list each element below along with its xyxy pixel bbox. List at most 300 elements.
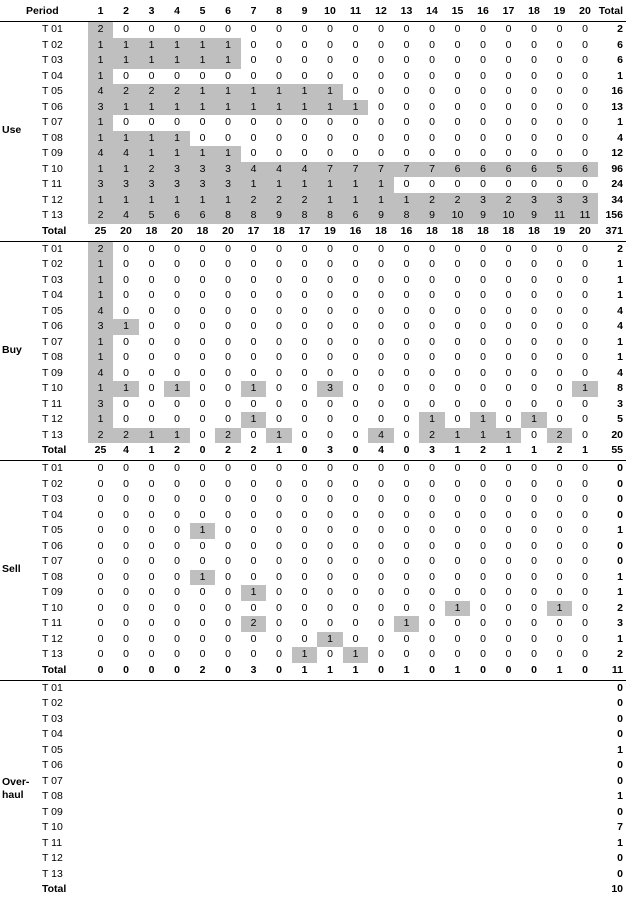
value-cell: 0 xyxy=(301,273,308,286)
value-cell: 1 xyxy=(174,147,180,159)
value-cell: 2 xyxy=(148,162,155,175)
value-cell: 0 xyxy=(378,617,384,629)
value-cell: 0 xyxy=(505,289,512,301)
value-cell: 0 xyxy=(327,539,333,552)
value-cell: 0 xyxy=(148,524,155,536)
value-cell: 0 xyxy=(148,273,155,286)
value-cell: 0 xyxy=(225,273,231,286)
value-cell: 0 xyxy=(582,493,588,505)
value-cell: 0 xyxy=(327,131,333,144)
value-cell: 0 xyxy=(531,524,537,536)
value-cell: 0 xyxy=(378,38,384,51)
row-total: 1 xyxy=(617,743,623,756)
row-total: 0 xyxy=(617,852,623,864)
value-cell: 2 xyxy=(97,209,104,221)
value-cell: 0 xyxy=(97,632,104,645)
value-cell: 0 xyxy=(276,23,282,35)
value-cell: 0 xyxy=(429,242,435,255)
value-cell: 1 xyxy=(97,382,104,394)
value-cell: 0 xyxy=(148,69,155,82)
value-cell: 1 xyxy=(123,320,129,332)
column-total: 2 xyxy=(225,444,231,456)
value-cell: 0 xyxy=(301,366,308,379)
value-cell: 0 xyxy=(505,258,512,270)
value-cell: 1 xyxy=(352,648,359,660)
value-cell: 0 xyxy=(199,304,206,317)
value-cell: 0 xyxy=(123,617,129,629)
row-label: T 01 xyxy=(42,23,63,35)
value-cell: 0 xyxy=(327,366,333,379)
value-cell: 0 xyxy=(531,555,537,567)
value-cell: 0 xyxy=(174,413,180,425)
value-cell: 7 xyxy=(378,162,384,175)
value-cell: 0 xyxy=(225,555,231,567)
value-cell: 0 xyxy=(454,397,461,410)
value-cell: 1 xyxy=(403,193,410,206)
value-cell: 0 xyxy=(505,570,512,583)
value-cell: 2 xyxy=(250,193,257,206)
column-total: 1 xyxy=(505,444,512,456)
value-cell: 0 xyxy=(480,23,486,35)
section-grand-total: 11 xyxy=(611,663,623,676)
value-cell: 0 xyxy=(531,38,537,51)
value-cell: 0 xyxy=(97,601,104,614)
value-cell: 0 xyxy=(352,413,359,425)
value-cell: 0 xyxy=(531,539,537,552)
value-cell: 1 xyxy=(276,85,282,97)
value-cell: 0 xyxy=(148,116,155,128)
value-cell: 0 xyxy=(378,586,384,598)
value-cell: 0 xyxy=(352,273,359,286)
value-cell: 0 xyxy=(454,85,461,97)
row-total: 1 xyxy=(617,524,623,536)
row-label: T 12 xyxy=(42,413,63,425)
value-cell: 0 xyxy=(454,539,461,552)
value-cell: 0 xyxy=(378,462,384,474)
value-cell: 1 xyxy=(352,193,359,206)
value-cell: 0 xyxy=(250,147,257,159)
column-total: 18 xyxy=(451,224,464,237)
value-cell: 0 xyxy=(454,382,461,394)
value-cell: 0 xyxy=(531,462,537,474)
value-cell: 0 xyxy=(429,493,435,505)
value-cell: 0 xyxy=(582,539,588,552)
value-cell: 1 xyxy=(123,38,129,51)
value-cell: 0 xyxy=(454,555,461,567)
column-total: 18 xyxy=(426,224,438,237)
value-cell: 0 xyxy=(225,304,231,317)
value-cell: 0 xyxy=(174,69,180,82)
row-label: T 04 xyxy=(42,508,63,521)
column-total: 20 xyxy=(120,224,132,237)
row-label: T 09 xyxy=(42,366,63,379)
value-cell: 0 xyxy=(403,351,410,363)
value-cell: 0 xyxy=(556,116,563,128)
value-cell: 0 xyxy=(582,335,588,348)
value-cell: 0 xyxy=(148,555,155,567)
value-cell: 1 xyxy=(174,100,180,113)
section-divider xyxy=(0,680,626,681)
value-cell: 0 xyxy=(97,586,104,598)
value-cell: 0 xyxy=(301,555,308,567)
value-cell: 0 xyxy=(301,258,308,270)
value-cell: 0 xyxy=(556,258,563,270)
row-total: 2 xyxy=(617,601,623,614)
value-cell: 0 xyxy=(352,242,359,255)
value-cell: 0 xyxy=(378,23,384,35)
value-cell: 0 xyxy=(225,335,231,348)
value-cell: 0 xyxy=(199,289,206,301)
value-cell: 6 xyxy=(505,162,512,175)
value-cell: 0 xyxy=(199,493,206,505)
column-total: 17 xyxy=(298,224,311,237)
value-cell: 1 xyxy=(199,85,206,97)
value-cell: 0 xyxy=(276,116,282,128)
value-cell: 0 xyxy=(454,69,461,82)
column-total: 0 xyxy=(378,663,384,676)
value-cell: 0 xyxy=(403,477,410,490)
value-cell: 0 xyxy=(352,555,359,567)
value-cell: 0 xyxy=(327,570,333,583)
period-number: 6 xyxy=(225,5,231,17)
value-cell: 0 xyxy=(276,242,282,255)
value-cell: 0 xyxy=(301,335,308,348)
value-cell: 8 xyxy=(327,209,333,221)
value-cell: 0 xyxy=(199,632,206,645)
value-cell: 0 xyxy=(225,570,231,583)
value-cell: 0 xyxy=(531,23,537,35)
value-cell: 0 xyxy=(582,242,588,255)
value-cell: 0 xyxy=(301,632,308,645)
value-cell: 0 xyxy=(378,539,384,552)
value-cell: 0 xyxy=(148,413,155,425)
value-cell: 0 xyxy=(327,428,333,441)
value-cell: 0 xyxy=(582,586,588,598)
row-label: T 11 xyxy=(42,836,63,849)
value-cell: 2 xyxy=(123,428,129,441)
value-cell: 0 xyxy=(556,539,563,552)
value-cell: 1 xyxy=(123,162,129,175)
value-cell: 0 xyxy=(480,320,486,332)
column-total: 18 xyxy=(502,224,515,237)
column-total: 3 xyxy=(429,444,435,456)
value-cell: 0 xyxy=(327,38,333,51)
value-cell: 0 xyxy=(97,617,104,629)
value-cell: 0 xyxy=(454,242,461,255)
column-total: 3 xyxy=(327,444,333,456)
row-total: 96 xyxy=(611,162,623,175)
value-cell: 0 xyxy=(429,258,435,270)
value-cell: 0 xyxy=(250,462,257,474)
value-cell: 0 xyxy=(199,242,206,255)
row-label: T 13 xyxy=(42,867,63,880)
row-total: 0 xyxy=(617,697,623,709)
value-cell: 0 xyxy=(378,648,384,660)
value-cell: 0 xyxy=(505,366,512,379)
value-cell: 0 xyxy=(582,85,588,97)
value-cell: 6 xyxy=(174,209,180,221)
value-cell: 0 xyxy=(250,366,257,379)
value-cell: 0 xyxy=(276,477,282,490)
value-cell: 0 xyxy=(327,508,333,521)
value-cell: 0 xyxy=(582,54,588,66)
value-cell: 0 xyxy=(454,648,461,660)
value-cell: 0 xyxy=(301,38,308,51)
value-cell: 0 xyxy=(378,382,384,394)
value-cell: 1 xyxy=(403,617,410,629)
value-cell: 0 xyxy=(403,38,410,51)
value-cell: 1 xyxy=(250,85,257,97)
value-cell: 0 xyxy=(531,397,537,410)
value-cell: 0 xyxy=(327,258,333,270)
value-cell: 0 xyxy=(97,555,104,567)
value-cell: 0 xyxy=(301,23,308,35)
column-total: 1 xyxy=(403,663,410,676)
value-cell: 0 xyxy=(301,69,308,82)
column-total: 0 xyxy=(403,444,410,456)
period-number: 9 xyxy=(301,5,308,17)
section-total-label: Total xyxy=(42,224,67,237)
value-cell: 0 xyxy=(174,289,180,301)
value-cell: 1 xyxy=(148,193,155,206)
row-total: 8 xyxy=(617,382,623,394)
value-cell: 0 xyxy=(454,335,461,348)
value-cell: 0 xyxy=(505,131,512,144)
value-cell: 0 xyxy=(327,320,333,332)
value-cell: 0 xyxy=(531,85,537,97)
value-cell: 1 xyxy=(352,178,359,190)
value-cell: 0 xyxy=(454,351,461,363)
value-cell: 0 xyxy=(454,258,461,270)
row-total: 0 xyxy=(617,493,623,505)
value-cell: 0 xyxy=(123,462,129,474)
value-cell: 0 xyxy=(556,632,563,645)
value-cell: 0 xyxy=(505,38,512,51)
value-cell: 0 xyxy=(225,69,231,82)
value-cell: 0 xyxy=(531,100,537,113)
value-cell: 0 xyxy=(174,462,180,474)
row-total: 2 xyxy=(617,23,623,35)
value-cell: 0 xyxy=(352,632,359,645)
value-cell: 0 xyxy=(531,493,537,505)
value-cell: 0 xyxy=(148,493,155,505)
value-cell: 0 xyxy=(199,397,206,410)
value-cell: 0 xyxy=(556,648,563,660)
value-cell: 0 xyxy=(429,273,435,286)
row-label: T 13 xyxy=(42,428,63,441)
value-cell: 0 xyxy=(556,320,563,332)
value-cell: 0 xyxy=(454,413,461,425)
value-cell: 6 xyxy=(454,162,461,175)
value-cell: 0 xyxy=(505,116,512,128)
value-cell: 2 xyxy=(276,193,282,206)
value-cell: 0 xyxy=(429,54,435,66)
value-cell: 0 xyxy=(225,632,231,645)
value-cell: 0 xyxy=(148,366,155,379)
value-cell: 0 xyxy=(276,382,282,394)
value-cell: 0 xyxy=(582,397,588,410)
value-cell: 7 xyxy=(327,162,333,175)
value-cell: 0 xyxy=(250,289,257,301)
value-cell: 0 xyxy=(480,304,486,317)
value-cell: 0 xyxy=(556,178,563,190)
value-cell: 0 xyxy=(429,382,435,394)
value-cell: 0 xyxy=(480,539,486,552)
row-total: 0 xyxy=(617,712,623,725)
value-cell: 0 xyxy=(403,508,410,521)
value-cell: 0 xyxy=(429,648,435,660)
value-cell: 0 xyxy=(352,539,359,552)
value-cell: 0 xyxy=(174,397,180,410)
section-label: Over- haul xyxy=(2,776,30,801)
value-cell: 0 xyxy=(352,289,359,301)
row-label: T 07 xyxy=(42,116,63,128)
value-cell: 9 xyxy=(531,209,537,221)
column-total: 3 xyxy=(250,663,257,676)
value-cell: 0 xyxy=(531,258,537,270)
column-total: 0 xyxy=(97,663,104,676)
value-cell: 0 xyxy=(174,524,180,536)
row-label: T 06 xyxy=(42,320,63,332)
value-cell: 0 xyxy=(531,382,537,394)
value-cell: 0 xyxy=(123,242,129,255)
row-label: T 07 xyxy=(42,774,63,787)
value-cell: 0 xyxy=(378,493,384,505)
value-cell: 0 xyxy=(199,508,206,521)
value-cell: 0 xyxy=(403,23,410,35)
value-cell: 0 xyxy=(378,397,384,410)
value-cell: 0 xyxy=(199,413,206,425)
value-cell: 0 xyxy=(556,570,563,583)
value-cell: 1 xyxy=(378,193,384,206)
value-cell: 0 xyxy=(174,648,180,660)
column-total: 0 xyxy=(123,663,129,676)
value-cell: 1 xyxy=(327,85,333,97)
value-cell: 0 xyxy=(123,116,129,128)
period-number: 3 xyxy=(148,5,155,17)
value-cell: 0 xyxy=(403,273,410,286)
value-cell: 0 xyxy=(454,493,461,505)
column-total: 16 xyxy=(400,224,413,237)
value-cell: 0 xyxy=(378,366,384,379)
value-cell: 0 xyxy=(301,351,308,363)
value-cell: 0 xyxy=(505,524,512,536)
value-cell: 2 xyxy=(174,85,180,97)
value-cell: 0 xyxy=(276,366,282,379)
row-total: 1 xyxy=(617,116,623,128)
value-cell: 0 xyxy=(505,178,512,190)
value-cell: 0 xyxy=(556,85,563,97)
value-cell: 0 xyxy=(174,273,180,286)
value-cell: 0 xyxy=(123,648,129,660)
value-cell: 1 xyxy=(174,54,180,66)
value-cell: 1 xyxy=(276,178,282,190)
value-cell: 1 xyxy=(199,193,206,206)
value-cell: 1 xyxy=(276,428,282,441)
value-cell: 0 xyxy=(250,493,257,505)
value-cell: 0 xyxy=(403,85,410,97)
column-total: 1 xyxy=(531,444,537,456)
value-cell: 0 xyxy=(352,601,359,614)
value-cell: 1 xyxy=(148,428,155,441)
column-total: 2 xyxy=(556,444,563,456)
value-cell: 0 xyxy=(97,524,104,536)
value-cell: 6 xyxy=(199,209,206,221)
value-cell: 0 xyxy=(199,320,206,332)
value-cell: 0 xyxy=(276,69,282,82)
column-total: 0 xyxy=(429,663,435,676)
column-total: 0 xyxy=(531,663,537,676)
value-cell: 0 xyxy=(327,477,333,490)
value-cell: 0 xyxy=(276,147,282,159)
value-cell: 0 xyxy=(429,69,435,82)
value-cell: 0 xyxy=(148,304,155,317)
value-cell: 1 xyxy=(352,100,359,113)
value-cell: 1 xyxy=(174,38,180,51)
value-cell: 0 xyxy=(582,116,588,128)
value-cell: 0 xyxy=(327,54,333,66)
value-cell: 1 xyxy=(97,335,104,348)
row-total: 4 xyxy=(617,320,623,332)
value-cell: 0 xyxy=(403,304,410,317)
value-cell: 4 xyxy=(123,209,129,221)
value-cell: 0 xyxy=(582,320,588,332)
value-cell: 1 xyxy=(429,413,435,425)
column-total: 19 xyxy=(553,224,566,237)
row-label: T 11 xyxy=(42,617,63,629)
value-cell: 0 xyxy=(123,273,129,286)
column-total: 1 xyxy=(276,444,282,456)
value-cell: 3 xyxy=(97,100,104,113)
value-cell: 2 xyxy=(148,85,155,97)
value-cell: 0 xyxy=(505,539,512,552)
value-cell: 2 xyxy=(454,193,461,206)
value-cell: 0 xyxy=(505,351,512,363)
value-cell: 0 xyxy=(582,23,588,35)
value-cell: 0 xyxy=(403,570,410,583)
value-cell: 0 xyxy=(556,351,563,363)
value-cell: 0 xyxy=(123,477,129,490)
value-cell: 0 xyxy=(403,428,410,441)
value-cell: 0 xyxy=(148,539,155,552)
value-cell: 0 xyxy=(250,69,257,82)
value-cell: 0 xyxy=(429,586,435,598)
value-cell: 0 xyxy=(480,335,486,348)
value-cell: 0 xyxy=(174,601,180,614)
value-cell: 0 xyxy=(429,23,435,35)
value-cell: 9 xyxy=(480,209,486,221)
value-cell: 0 xyxy=(480,617,486,629)
value-cell: 0 xyxy=(199,116,206,128)
value-cell: 0 xyxy=(225,508,231,521)
period-number: 17 xyxy=(502,5,515,17)
value-cell: 3 xyxy=(225,178,231,190)
value-cell: 0 xyxy=(250,116,257,128)
value-cell: 3 xyxy=(199,178,206,190)
value-cell: 4 xyxy=(123,147,129,159)
value-cell: 0 xyxy=(480,54,486,66)
value-cell: 2 xyxy=(97,23,104,35)
value-cell: 0 xyxy=(505,586,512,598)
value-cell: 0 xyxy=(301,242,308,255)
value-cell: 0 xyxy=(582,632,588,645)
value-cell: 0 xyxy=(276,617,282,629)
value-cell: 3 xyxy=(123,178,129,190)
row-total: 156 xyxy=(605,209,623,221)
value-cell: 0 xyxy=(429,116,435,128)
row-total: 0 xyxy=(617,867,623,880)
value-cell: 0 xyxy=(556,242,563,255)
